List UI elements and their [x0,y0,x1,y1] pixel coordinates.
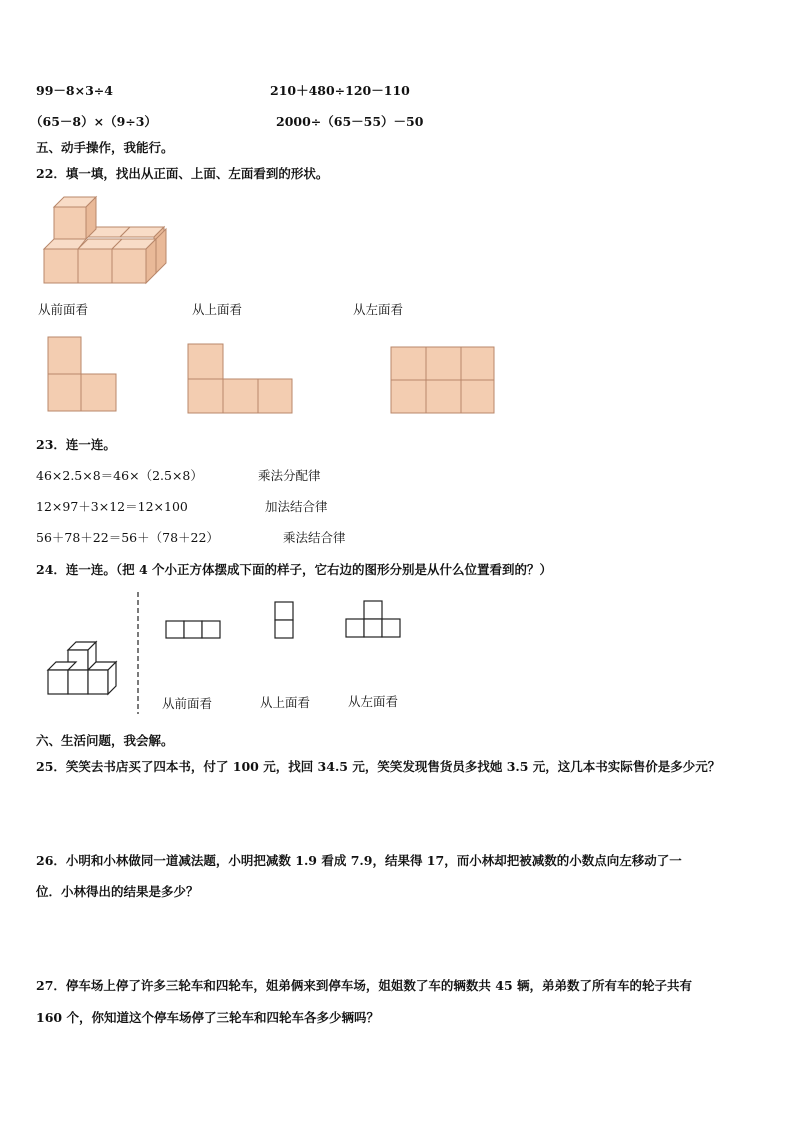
calc-expression-4: 2000÷（65－55）－50 [276,114,424,129]
q23-right-item-3[interactable]: 乘法结合律 [283,530,346,545]
q22-front-view [47,336,119,414]
q22-label-top: 从上面看 [192,302,243,317]
q26-text-line-1: 26．小明和小林做同一道减法题，小明把减数 1.9 看成 7.9，结果得 17，而小林却把被减数的小数点向左移动了一 [36,853,682,868]
q22-top-view [187,343,295,415]
q24-text: 24．连一连。（把 4 个小正方体摆成下面的样子，它右边的图形分别是从什么位置看到的？） [36,562,553,577]
q24-label-left[interactable]: 从左面看 [348,694,399,709]
q24-dashed-divider [136,592,140,716]
q22-cube-figure [40,194,175,286]
section-6-title: 六、生活问题，我会解。 [36,733,174,748]
q22-left-view [390,346,497,416]
q27-text-line-1: 27．停车场上停了许多三轮车和四轮车，姐弟俩来到停车场，姐姐数了车的辆数共 45 辆，弟弟数了所有车的轮子共有 [36,978,692,993]
calc-expression-2: 210＋480÷120－110 [270,83,410,98]
q23-left-item-3[interactable]: 56＋78＋22＝56＋（78＋22） [36,530,219,545]
q24-view-column-of-two [274,601,296,641]
q26-text-line-2: 位．小林得出的结果是多少？ [36,884,199,899]
q22-label-front: 从前面看 [38,302,89,317]
q25-text: 25．笑笑去书店买了四本书，付了 100 元，找回 34.5 元，笑笑发现售货员多找她 3.5 元，这几本书实际售价是多少元？ [36,759,721,774]
q23-right-item-1[interactable]: 乘法分配律 [258,468,321,483]
q24-view-stepped [345,600,403,640]
q24-label-front[interactable]: 从前面看 [162,696,213,711]
calc-expression-1: 99－8×3÷4 [36,83,113,98]
q22-text: 22．填一填，找出从正面、上面、左面看到的形状。 [36,166,329,181]
q24-label-top[interactable]: 从上面看 [260,695,311,710]
q24-cube-figure [44,634,124,698]
calc-expression-3: （65－8）×（9÷3） [30,114,157,129]
q27-text-line-2: 160 个，你知道这个停车场停了三轮车和四轮车各多少辆吗？ [36,1010,379,1025]
q23-right-item-2[interactable]: 加法结合律 [265,499,328,514]
section-5-title: 五、动手操作，我能行。 [36,140,174,155]
q24-view-row-of-three [165,620,223,640]
q22-label-left: 从左面看 [353,302,404,317]
q23-left-item-1[interactable]: 46×2.5×8＝46×（2.5×8） [36,468,203,483]
q23-left-item-2[interactable]: 12×97＋3×12＝12×100 [36,499,188,514]
q23-text: 23．连一连。 [36,437,116,452]
